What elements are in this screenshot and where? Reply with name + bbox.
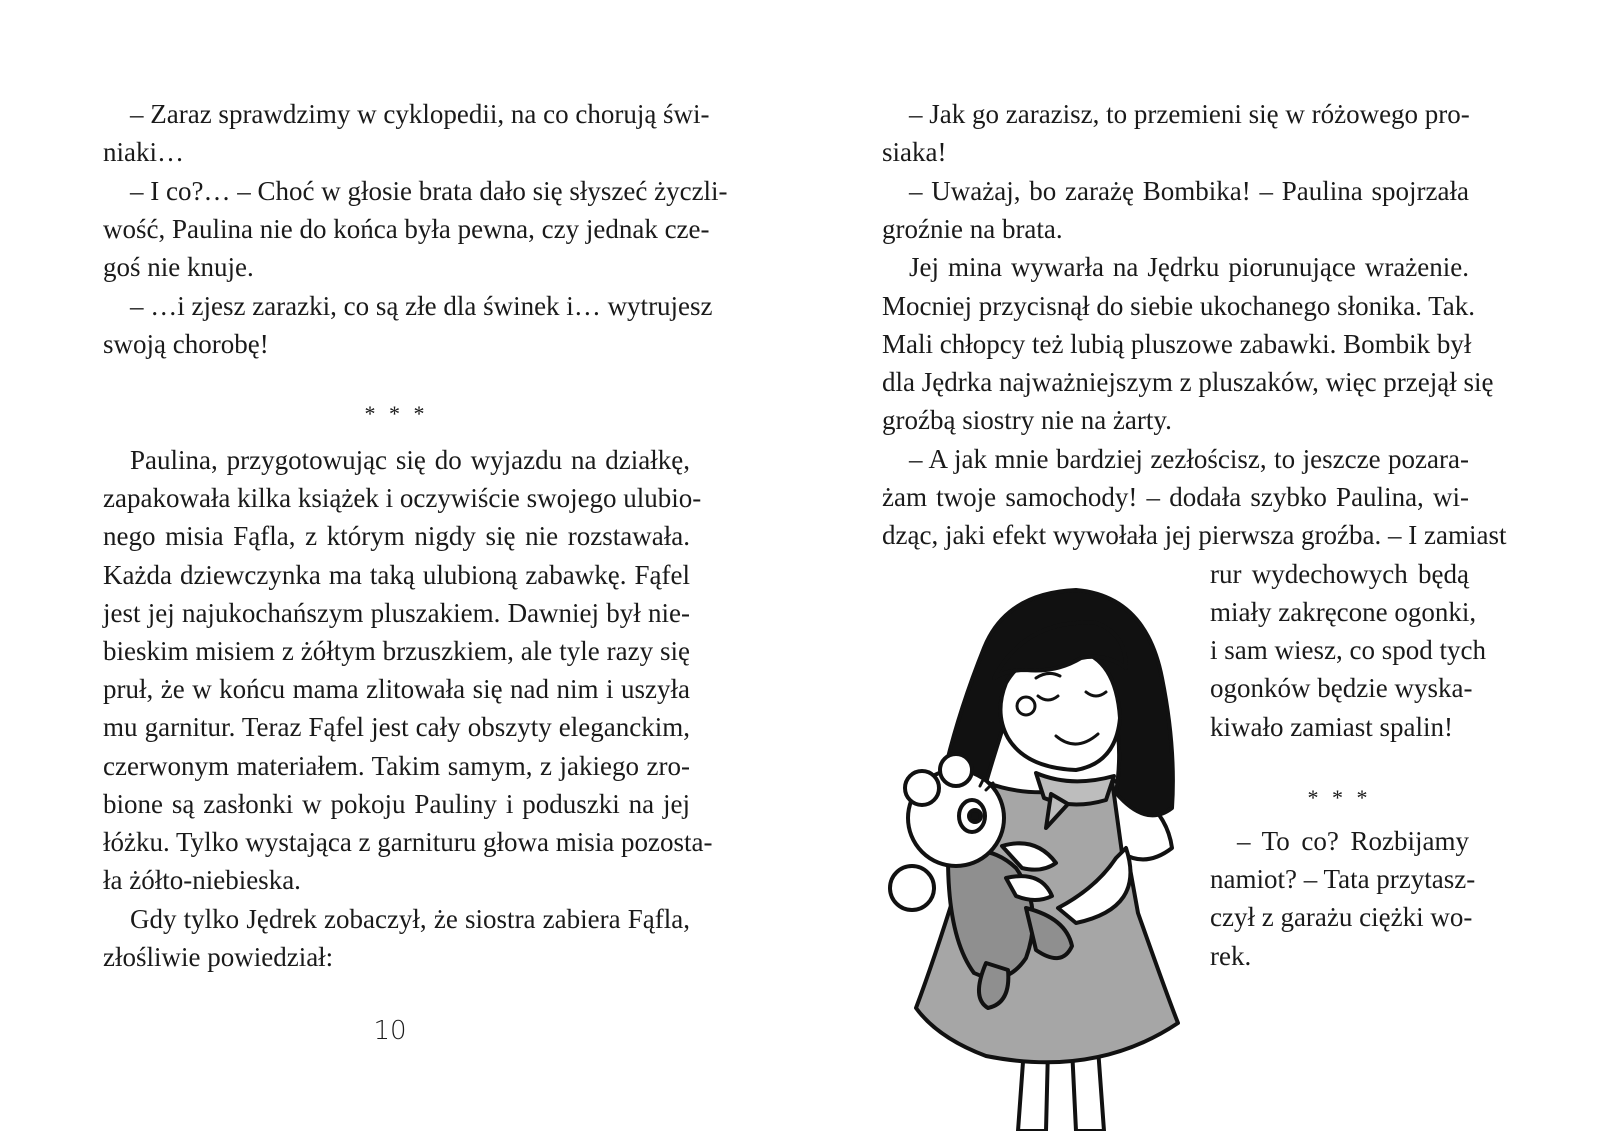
text-line: namiot? – Tata przytasz- (1210, 864, 1476, 894)
text-line: – …i zjesz zarazki, co są złe dla świnek i… wytrujesz (130, 291, 713, 321)
text-line: czył z garażu ciężki wo- (1210, 902, 1473, 932)
text-line: – Uważaj, bo zarażę Bombika! – Paulina spojrzała (909, 176, 1469, 206)
text-line: ogonków będzie wyska- (1210, 673, 1473, 703)
text-line: swoją chorobę! (103, 329, 269, 359)
page-number: 10 (373, 1016, 407, 1046)
text-line: i sam wiesz, co spod tych (1210, 635, 1486, 665)
text-line: czerwonym materiałem. Takim samym, z jakiego zro- (103, 751, 690, 781)
text-line: jest jej najukochańszym pluszakiem. Dawniej był nie- (103, 598, 690, 628)
text-line: – I co?… – Choć w głosie brata dało się słyszeć życzli- (130, 176, 728, 206)
text-line: zapakowała kilka książek i oczywiście swojego ulubio- (103, 483, 702, 513)
text-line: mu garnitur. Teraz Fąfel jest cały obszyty eleganckim, (103, 712, 690, 742)
text-line: goś nie knuje. (103, 252, 254, 282)
text-line: ła żółto-niebieska. (103, 865, 301, 895)
text-line: nego misia Fąfla, z którym nigdy się nie rozstawała. (103, 521, 690, 551)
text-line: bione są zasłonki w pokoju Pauliny i poduszki na jej (103, 789, 690, 819)
text-line: Mocniej przycisnął do siebie ukochanego słonika. Tak. (882, 291, 1475, 321)
section-separator: * * * (364, 401, 429, 426)
text-line: – A jak mnie bardziej zezłościsz, to jeszcze pozara- (909, 444, 1469, 474)
text-line: Mali chłopcy też lubią pluszowe zabawki. Bombik był (882, 329, 1472, 359)
text-line: – To co? Rozbijamy (1237, 826, 1469, 856)
text-line: Gdy tylko Jędrek zobaczył, że siostra zabiera Fąfla, (130, 904, 690, 934)
text-line: kiwało zamiast spalin! (1210, 712, 1453, 742)
text-line: pruł, że w końcu mama zlitowała się nad nim i uszyła (103, 674, 690, 704)
text-line: Paulina, przygotowując się do wyjazdu na działkę, (130, 445, 690, 475)
section-separator: * * * (1307, 785, 1372, 810)
text-line: groźnie na brata. (882, 214, 1063, 244)
text-line: rek. (1210, 941, 1252, 971)
text-line: – Jak go zarazisz, to przemieni się w różowego pro- (909, 99, 1470, 129)
text-line: rur wydechowych będą (1210, 559, 1469, 589)
text-line: żam twoje samochody! – dodała szybko Paulina, wi- (882, 482, 1469, 512)
text-line: łóżku. Tylko wystająca z garnituru głowa misia pozosta- (103, 827, 713, 857)
text-line: Jej mina wywarła na Jędrku piorunujące wrażenie. (909, 252, 1469, 282)
text-line: dla Jędrka najważniejszym z pluszaków, więc przejął się (882, 367, 1494, 397)
text-line: niaki… (103, 137, 184, 167)
text-line: dząc, jaki efekt wywołała jej pierwsza groźba. – I zamiast (882, 520, 1507, 550)
text-line: – Zaraz sprawdzimy w cyklopedii, na co chorują świ- (130, 99, 710, 129)
text-line: wość, Paulina nie do końca była pewna, czy jednak cze- (103, 214, 710, 244)
text-line: groźbą siostry nie na żarty. (882, 405, 1172, 435)
text-line: siaka! (882, 137, 947, 167)
girl-with-teddy-illustration (876, 578, 1192, 1131)
text-line: złośliwie powiedział: (103, 942, 334, 972)
text-line: miały zakręcone ogonki, (1210, 597, 1477, 627)
text-line: bieskim misiem z żółtym brzuszkiem, ale tyle razy się (103, 636, 690, 666)
text-line: Każda dziewczynka ma taką ulubioną zabawkę. Fąfel (103, 560, 690, 590)
